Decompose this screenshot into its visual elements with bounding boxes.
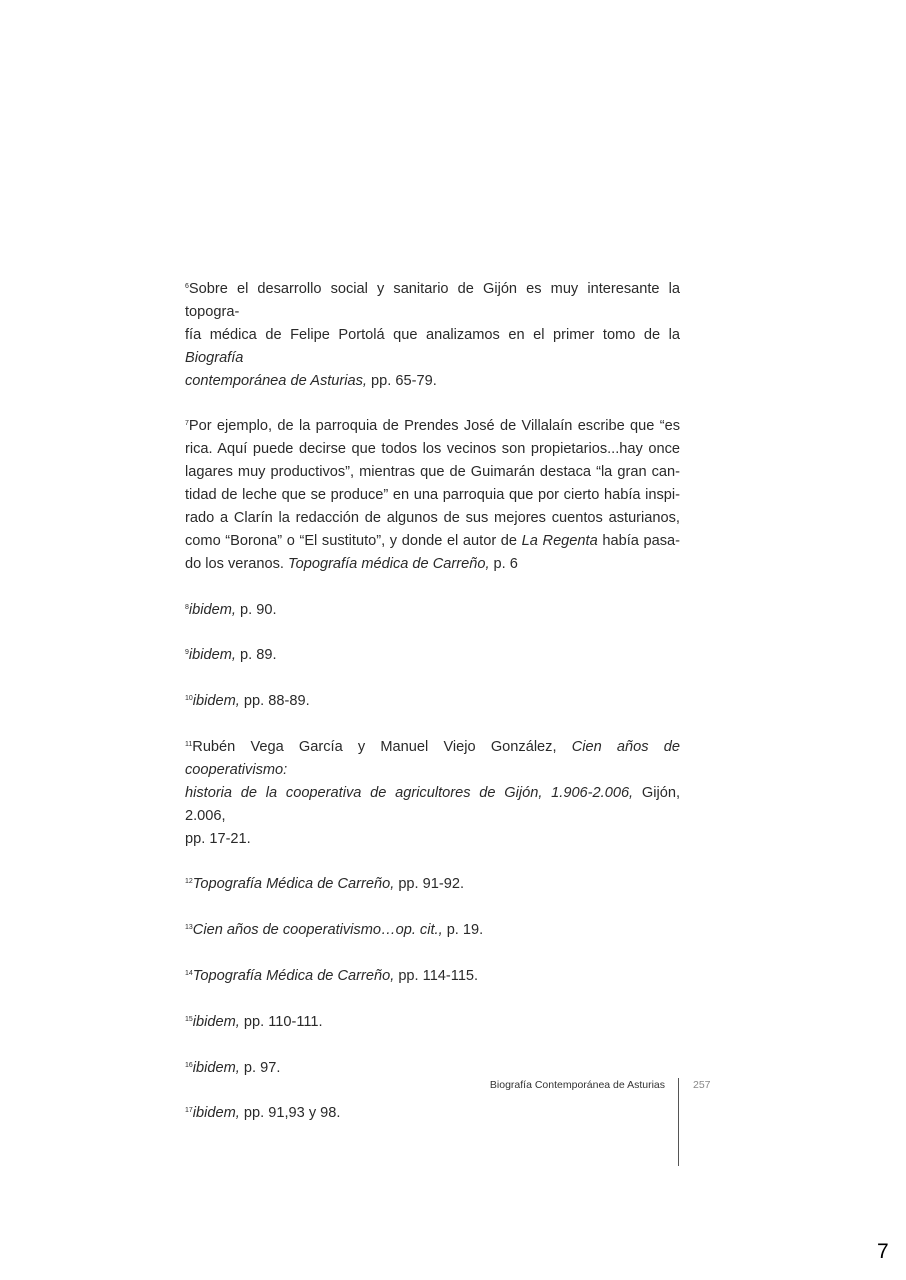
footnote-line (185, 644, 680, 667)
footnote-14 (185, 965, 680, 988)
text: Por ejemplo, de la parroquia de Prendes José de Villalaín escribe que “es (188, 418, 680, 435)
footnote-number: 11 (185, 741, 193, 749)
footnote-line (185, 278, 680, 324)
italic-text: Topografía Médica de Carreño, (192, 876, 395, 893)
sheet-number: 7 (877, 1240, 889, 1263)
text: rica. Aquí puede decirse que todos los vecinos son propietarios...hay once (185, 441, 680, 458)
text: pp. 17-21. (185, 830, 251, 847)
footnote-8 (185, 599, 680, 622)
text: tidad de leche que se produce” en una parroquia que por cierto había inspi- (185, 487, 680, 504)
footnote-10 (185, 690, 680, 713)
footnote-line (185, 919, 680, 942)
text: p. 97. (239, 1059, 281, 1076)
footnote-16 (185, 1057, 680, 1080)
text: p. 90. (235, 601, 277, 618)
footnote-line (185, 690, 680, 713)
text: pp. 91,93 y 98. (239, 1105, 341, 1122)
footnote-line (185, 873, 680, 896)
footnote-marker (185, 922, 193, 938)
footnote-line (185, 370, 680, 393)
italic-text: Topografía médica de Carreño, (288, 555, 490, 572)
italic-text: Topografía Médica de Carreño, (192, 968, 395, 985)
footnote-9 (185, 644, 680, 667)
footnote-marker (185, 1014, 193, 1030)
footnote-line (185, 324, 680, 370)
footnote-number: 10 (185, 695, 193, 703)
footnote-line (185, 1057, 680, 1080)
footnote-line (185, 484, 680, 507)
footnote-number: 15 (185, 1015, 193, 1023)
text: Rubén Vega García y Manuel Viejo González, (192, 739, 572, 756)
footnote-marker (185, 876, 193, 892)
italic-text: contemporánea de Asturias, (185, 372, 367, 389)
footnote-number: 12 (185, 878, 193, 886)
footnote-line (185, 965, 680, 988)
footnote-line (185, 1102, 680, 1125)
text: pp. 110-111. (239, 1013, 323, 1030)
footnote-6 (185, 278, 680, 393)
italic-text: ibidem, (192, 693, 240, 710)
italic-text: ibidem, (188, 647, 236, 664)
footnote-line (185, 1011, 680, 1034)
footnote-line (185, 553, 680, 576)
footnote-number: 7 (185, 420, 189, 428)
footnote-marker (185, 1060, 193, 1076)
footnote-marker (185, 1105, 193, 1121)
italic-text: ibidem, (192, 1105, 240, 1122)
text: Sobre el desarrollo social y sanitario de Gijón es muy interesante la topogra- (185, 281, 680, 320)
footnote-number: 6 (185, 283, 189, 290)
footnote-number: 14 (185, 970, 193, 978)
italic-text: ibidem, (188, 601, 236, 618)
footnote-line (185, 599, 680, 622)
footnote-7 (185, 415, 680, 575)
footnote-15 (185, 1011, 680, 1034)
footnote-number: 9 (185, 649, 189, 657)
footnote-marker (185, 968, 193, 984)
italic-text: La Regenta (521, 532, 598, 549)
footnotes (185, 278, 680, 1148)
text: pp. 88-89. (239, 693, 310, 710)
italic-text: historia de la cooperativa de agricultores de Gijón, 1.906-2.006, (185, 784, 634, 801)
footnote-line (185, 828, 680, 851)
text: Gijón, 2.006, (185, 784, 681, 824)
footnote-12 (185, 873, 680, 896)
footnote-number: 17 (185, 1107, 193, 1115)
italic-text: ibidem, (192, 1059, 240, 1076)
footnote-17 (185, 1102, 680, 1125)
text: rado a Clarín la redacción de algunos de sus mejores cuentos asturianos, (185, 510, 680, 527)
text: do los veranos. (185, 555, 289, 572)
footnote-line (185, 736, 680, 782)
footnote-line (185, 507, 680, 530)
footnote-number: 8 (185, 603, 189, 611)
running-footer-title: Biografía Contemporánea de Asturias (489, 1079, 665, 1091)
text: pp. 91-92. (394, 876, 465, 893)
footnote-number: 16 (185, 1061, 193, 1069)
text: p. 6 (489, 555, 518, 572)
footnote-11 (185, 736, 680, 851)
page-number: 257 (693, 1079, 711, 1091)
text: había pasa- (597, 532, 680, 549)
footnote-line (185, 530, 680, 553)
text: como “Borona” o “El sustituto”, y donde el autor de (185, 532, 522, 549)
footnote-number: 13 (185, 924, 193, 932)
footer-divider (678, 1078, 679, 1166)
footnote-marker (185, 693, 193, 709)
text: fía médica de Felipe Portolá que analizamos en el primer tomo de la (185, 326, 680, 343)
footnote-line (185, 782, 680, 828)
text: lagares muy productivos”, mientras que de Guimarán destaca “la gran can- (185, 464, 680, 481)
italic-text: ibidem, (192, 1013, 240, 1030)
footnote-line (185, 415, 680, 438)
italic-text: Cien años de cooperativismo…op. cit., (192, 922, 443, 939)
footnote-13 (185, 919, 680, 942)
italic-text: Cien años de cooperativismo: (185, 739, 680, 778)
text: pp. 65-79. (367, 372, 437, 389)
footnote-line (185, 461, 680, 484)
text: p. 19. (442, 922, 484, 939)
footnote-line (185, 438, 680, 461)
text: pp. 114-115. (394, 968, 479, 985)
text: p. 89. (235, 647, 277, 664)
italic-text: Biografía (185, 349, 244, 366)
